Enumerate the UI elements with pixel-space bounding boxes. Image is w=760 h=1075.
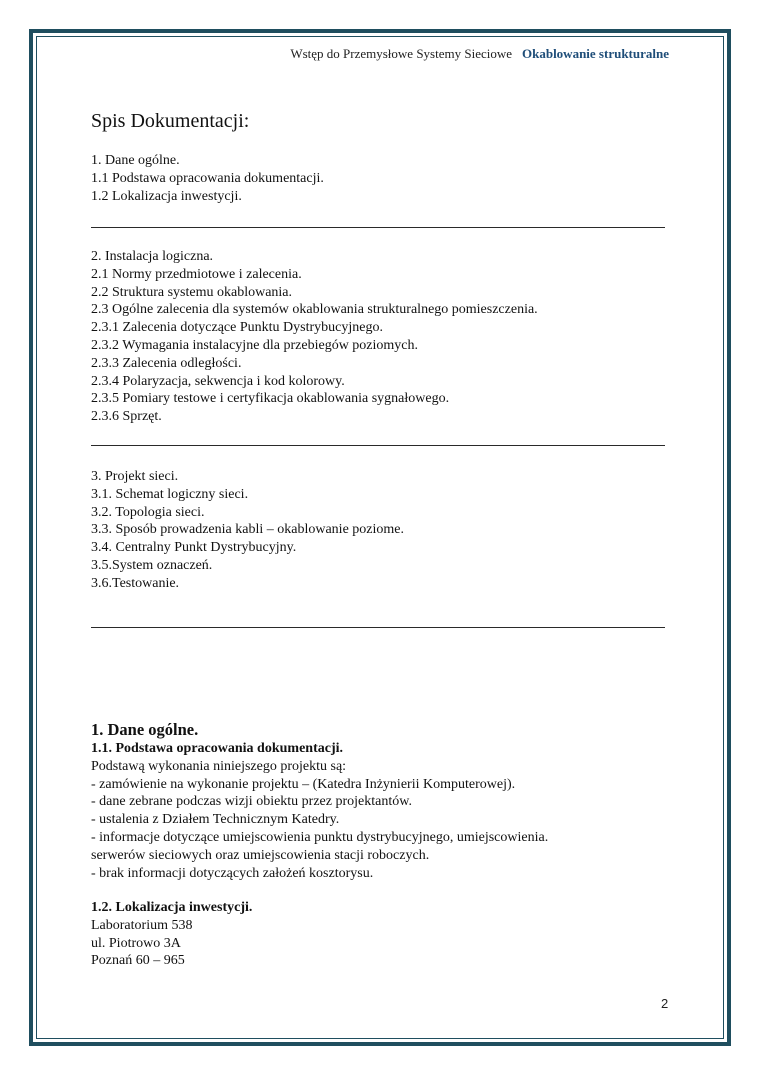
- subsection-heading: 1.1. Podstawa opracowania dokumentacji.: [91, 741, 344, 756]
- toc-line: 3.6.Testowanie.: [91, 575, 180, 591]
- toc-line: 1. Dane ogólne.: [91, 153, 180, 168]
- running-header: [290, 46, 669, 62]
- body-line: Laboratorium 538: [91, 917, 193, 933]
- section-location: [91, 899, 252, 970]
- body-line: - ustalenia z Działem Technicznym Katedry.: [91, 812, 340, 828]
- horizontal-rule: [91, 445, 665, 446]
- body-line: Podstawą wykonania niniejszego projektu są:: [91, 758, 347, 774]
- toc-line: 3.3. Sposób prowadzenia kabli – okablowanie poziome.: [91, 522, 404, 538]
- body-line: ul. Piotrowo 3A: [91, 935, 181, 951]
- toc-line: 1.1 Podstawa opracowania dokumentacji.: [91, 170, 324, 186]
- toc-line: 2.1 Normy przedmiotowe i zalecenia.: [91, 266, 302, 282]
- header-course: Wstęp do Przemysłowe Systemy Sieciowe: [290, 46, 512, 61]
- toc-title: Spis Dokumentacji:: [91, 110, 250, 132]
- toc-line: 3.2. Topologia sieci.: [91, 504, 205, 520]
- toc-line: 2.3.4 Polaryzacja, sekwencja i kod kolorowy.: [91, 373, 345, 389]
- toc-line: 3.4. Centralny Punkt Dystrybucyjny.: [91, 540, 297, 556]
- horizontal-rule: [91, 627, 665, 628]
- toc-line: 3.5.System oznaczeń.: [91, 557, 213, 573]
- toc-line: 2.3 Ogólne zalecenia dla systemów okablowania strukturalnego pomieszczenia.: [91, 302, 538, 318]
- toc-line: 1.2 Lokalizacja inwestycji.: [91, 188, 242, 204]
- page-number: 2: [661, 996, 669, 1011]
- section-general-data: [91, 720, 548, 882]
- subsection-heading: 1.2. Lokalizacja inwestycji.: [91, 900, 253, 915]
- toc-line: 3.1. Schemat logiczny sieci.: [91, 486, 249, 502]
- horizontal-rule: [91, 227, 665, 228]
- toc-section-3: [91, 468, 404, 593]
- body-line: - brak informacji dotyczących założeń kosztorysu.: [91, 865, 374, 881]
- section-heading: 1. Dane ogólne.: [91, 720, 199, 739]
- body-line: - zamówienie na wykonanie projektu – (Katedra Inżynierii Komputerowej).: [91, 776, 516, 792]
- toc-line: 2.3.1 Zalecenia dotyczące Punktu Dystrybucyjnego.: [91, 320, 383, 336]
- body-line: - dane zebrane podczas wizji obiektu przez projektantów.: [91, 794, 412, 810]
- toc-line: 2. Instalacja logiczna.: [91, 249, 214, 264]
- body-line: - informacje dotyczące umiejscowienia punktu dystrybucyjnego, umiejscowienia.: [91, 829, 549, 845]
- toc-section-2: [91, 248, 538, 426]
- toc-line: 3. Projekt sieci.: [91, 469, 179, 484]
- body-line: Poznań 60 – 965: [91, 953, 185, 969]
- body-line: serwerów sieciowych oraz umiejscowienia stacji roboczych.: [91, 847, 430, 863]
- toc-line: 2.3.3 Zalecenia odległości.: [91, 355, 242, 371]
- toc-line: 2.3.6 Sprzęt.: [91, 409, 162, 425]
- toc-line: 2.2 Struktura systemu okablowania.: [91, 284, 293, 300]
- toc-section-1: [91, 152, 324, 205]
- header-topic: Okablowanie strukturalne: [522, 46, 669, 61]
- toc-line: 2.3.2 Wymagania instalacyjne dla przebiegów poziomych.: [91, 337, 419, 353]
- toc-line: 2.3.5 Pomiary testowe i certyfikacja okablowania sygnałowego.: [91, 391, 450, 407]
